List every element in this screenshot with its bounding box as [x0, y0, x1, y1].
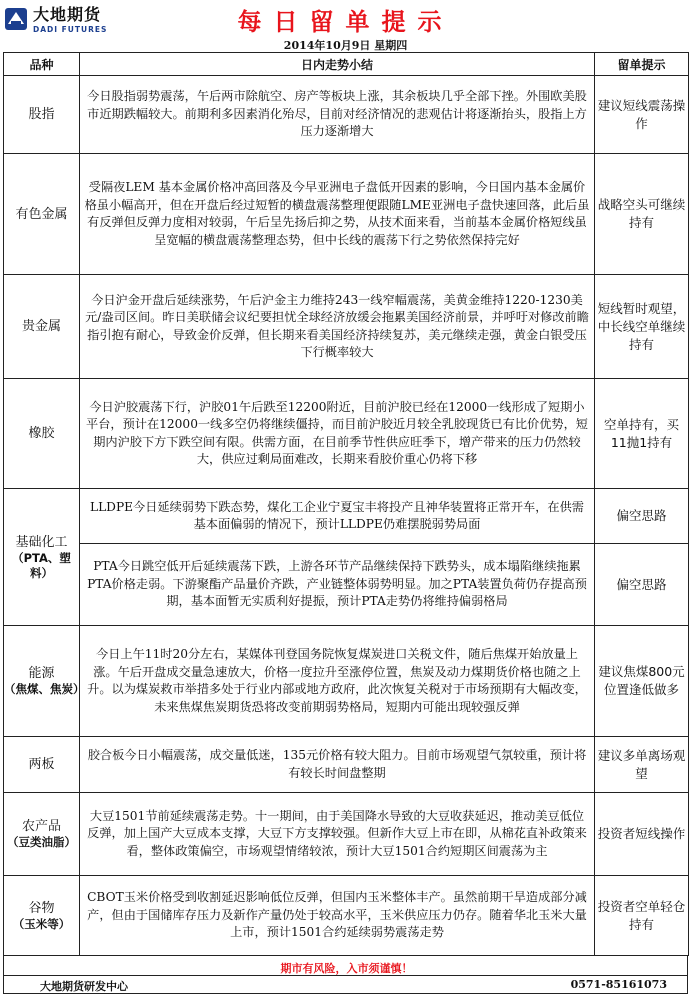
table-row: [4, 626, 689, 737]
summary-cell: CBOT玉米价格受到收割延迟影响低位反弹，但国内玉米整体丰产。虽然前期干旱造成部分减产，但由于国储库存压力及新作产量仍处于较高水平，玉米供应压力仍存。随着华北玉米大量上市，预计1501合约延续弱势震荡走势: [80, 876, 595, 956]
tip-cell: 空单持有，买11抛1持有: [595, 379, 689, 489]
page-title: 每日留单提示: [237, 7, 454, 36]
tip-cell: 战略空头可继续持有: [595, 154, 689, 275]
column-header-summary: 日内走势小结: [80, 53, 595, 76]
summary-cell: 今日股指弱势震荡，午后两市除航空、房产等板块上涨，其余板块几乎全部下挫。外围欧美股市近期跌幅较大。前期利多因素消化殆尽，目前对经济情况的悲观估计将逐渐抬头，股指上方压力逐渐增大: [80, 76, 595, 154]
category-cell: [4, 275, 80, 379]
category-name: 有色金属: [15, 206, 68, 222]
risk-warning: 期市有风险，入市须谨慎！: [280, 962, 413, 975]
table-row: [4, 379, 689, 489]
summary-cell: 胶合板今日小幅震荡，成交量低迷，135元价格有较大阻力。目前市场观望气氛较重，预计将有较长时间盘整期: [80, 737, 595, 793]
category-cell: [4, 489, 80, 626]
table-row: [4, 489, 689, 544]
category-name: 股指: [28, 107, 55, 122]
category-cell: [4, 793, 80, 876]
summary-cell: 今日沪金开盘后延续涨势，午后沪金主力维持243一线窄幅震荡，美黄金维持1220-1230美元/盎司区间。昨日美联储会议纪要担忧全球经济放缓会拖累美国经济前景，并呼吁对修改前瞻指引抱有耐心，导致金价反弹，但长期来看美国经济持续复苏，美元继续走强，黄金白银受压下行概率较大: [80, 275, 595, 379]
table-row: [4, 275, 689, 379]
tip-cell: 投资者短线操作: [595, 793, 689, 876]
summary-cell: PTA今日跳空低开后延续震荡下跌，上游各环节产品继续保持下跌势头，成本塌陷继续拖累PTA价格走弱。下游聚酯产品量价齐跌，产业链整体弱势明显。加之PTA装置负荷仍存提高预期，基本面暂无实质利好提振，预计PTA走势仍将维持偏弱格局: [80, 544, 595, 626]
tip-cell: 建议短线震荡操作: [595, 76, 689, 154]
daily-tips-table: [3, 52, 689, 956]
footer-divider: [4, 975, 687, 976]
tip-cell: 短线暂时观望，中长线空单继续持有: [595, 275, 689, 379]
page-footer: [3, 956, 688, 994]
category-subname: （玉米等）: [12, 916, 71, 931]
category-subname: （PTA、塑料）: [12, 550, 71, 580]
category-cell: [4, 876, 80, 956]
table-row: [4, 76, 689, 154]
category-subname: （焦煤、焦炭）: [4, 682, 85, 696]
category-subname: （豆类油脂）: [7, 835, 76, 849]
tip-cell: 偏空思路: [595, 489, 689, 544]
table-header-row: [4, 53, 689, 76]
research-center-name: 大地期货研发中心: [40, 980, 128, 993]
table-row: [4, 876, 689, 956]
tip-cell: 建议焦煤800元位置逢低做多: [595, 626, 689, 737]
column-header-category: 品种: [4, 53, 80, 76]
category-name: 谷物: [28, 900, 55, 916]
category-name: 两板: [28, 757, 55, 772]
summary-cell: 今日沪胶震荡下行，沪胶01午后跌至12200附近，目前沪胶已经在12000一线形成了短期小平台，预计在12000一线多空仍将继续僵持，而目前沪胶近月较全乳胶现货已有比价优势，短期内沪胶下方下跌空间有限。供需方面，在目前季节性供应旺季下，增产带来的压力仍然较大，供应过剩局面难改，长期来看胶价重心仍将下移: [80, 379, 595, 489]
category-cell: [4, 737, 80, 793]
tip-cell: 投资者空单轻仓持有: [595, 876, 689, 956]
logo-text-cn: 大地期货: [33, 5, 102, 24]
category-name: 农产品: [21, 819, 61, 834]
summary-cell: 受隔夜LEM 基本金属价格冲高回落及今早亚洲电子盘低开因素的影响，今日国内基本金属价格虽小幅高开，但在开盘后经过短暂的横盘震荡整理便跟随LME亚洲电子盘快速回落，此后虽有反弹但反弹力度相对较弱，午后呈先扬后抑之势，从技术面来看，当前基本金属价格短线虽呈宽幅的横盘震荡整理态势，但中长线的震荡下行之势依然保持完好: [80, 154, 595, 275]
tip-cell: 偏空思路: [595, 544, 689, 626]
category-name: 基础化工: [15, 534, 68, 550]
table-row: [4, 737, 689, 793]
category-cell: [4, 626, 85, 737]
category-name: 橡胶: [28, 426, 55, 441]
category-name: 能源: [28, 666, 55, 681]
category-cell: [4, 379, 80, 489]
table-row: [4, 544, 689, 626]
table-row: [4, 154, 689, 275]
table-row: [4, 793, 689, 876]
summary-cell: LLDPE今日延续弱势下跌态势，煤化工企业宁夏宝丰将投产且神华装置将正常开车，在供需基本面偏弱的情况下，预计LLDPE仍难摆脱弱势局面: [80, 489, 595, 544]
logo-text-en: DADI FUTURES: [33, 25, 108, 34]
report-date: 2014年10月9日 星期四: [283, 39, 408, 52]
column-header-tip: 留单提示: [595, 53, 689, 76]
contact-phone: 0571-85161073: [570, 978, 667, 991]
summary-cell: 今日上午11时20分左右，某媒体刊登国务院恢复煤炭进口关税文件，随后焦煤开始放量上涨。午后开盘成交量急速放大，价格一度拉升至涨停位置，焦炭及动力煤期货价格也随之上升。以为煤炭救市举措多处于行业内部或地方政府，此次恢复关税对于市场预期有大幅改变，未来焦煤焦炭期货恐将改变前期弱势格局，短期内可能出现较强反弹: [80, 626, 595, 737]
category-cell: [4, 76, 80, 154]
page-header: [0, 0, 691, 36]
tip-cell: 建议多单离场观望: [595, 737, 689, 793]
category-name: 贵金属: [21, 319, 61, 334]
summary-cell: 大豆1501节前延续震荡走势。十一期间，由于美国降水导致的大豆收获延迟，推动美豆低位反弹，加上国产大豆成本支撑，大豆下方支撑较强。但新作大豆上市在即，从棉花直补政策来看，整体政策偏空，市场观望情绪较浓，预计大豆1501合约短期区间震荡为主: [80, 793, 595, 876]
category-cell: [4, 154, 80, 275]
